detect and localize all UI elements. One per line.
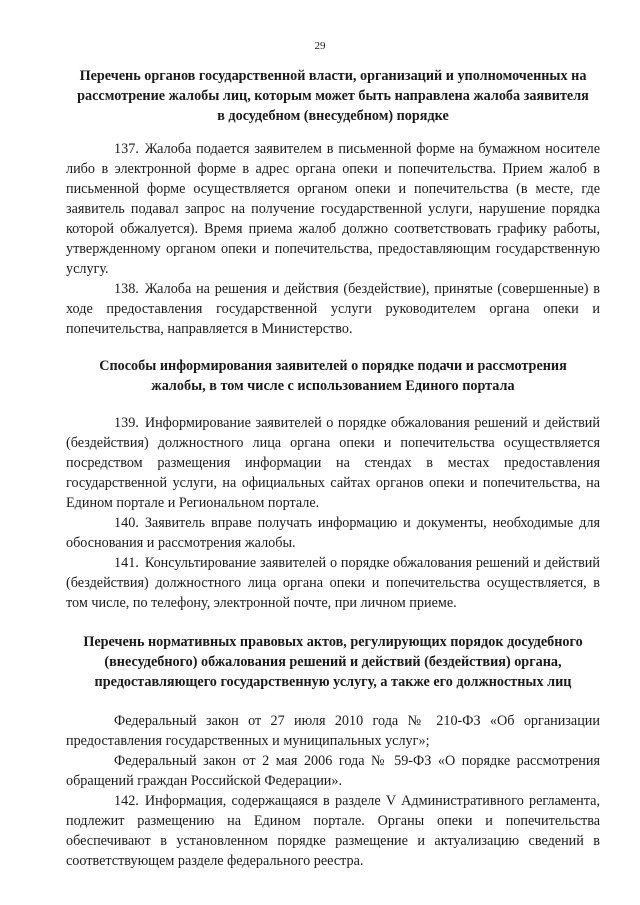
section-heading-complaint-bodies: Перечень органов государственной власти, организаций и уполномоченных на рассмотрение жалобы лиц, которым может быть направлена жалоба заявителя в досудебном (внесудебном) порядке bbox=[77, 68, 589, 124]
paragraph-text: Жалоба подается заявителем в письменной форме на бумажном носителе либо в электронной форме в адрес органа опеки и попечительства. Прием жалоб в письменной форме осуществляется органом опеки и попечительства (в месте, где заявитель подавал запрос на получение государственной услуги, нарушение порядка которой обжалуется). Время приема жалоб должно соответствовать графику работы, утвержденному органом опеки и попечительства, предоставляющим государственную услугу. bbox=[66, 141, 600, 277]
paragraph-140 bbox=[66, 513, 600, 553]
paragraph-139 bbox=[66, 413, 600, 513]
paragraph-number: 138. bbox=[114, 281, 139, 297]
page-content bbox=[66, 66, 600, 871]
paragraph-138 bbox=[66, 279, 600, 339]
paragraph-text: Информирование заявителей о порядке обжалования решений и действий (бездействия) должностного лица органа опеки и попечительства осуществляется посредством размещения информации на стендах в местах предоставления государственной услуги, на официальных сайтах органов опеки и попечительства, на Едином портале и Региональном портале. bbox=[66, 415, 600, 511]
paragraph-text: Информация, содержащаяся в разделе V Административного регламента, подлежит размещению на Едином портале. Органы опеки и попечительства обеспечивают в установленном порядке размещение и актуализацию сведений в соответствующем разделе федерального реестра. bbox=[66, 793, 600, 869]
paragraph-number: 140. bbox=[114, 515, 139, 531]
paragraph-number: 142. bbox=[114, 793, 139, 809]
paragraph-number: 137. bbox=[114, 141, 139, 157]
paragraph-142 bbox=[66, 791, 600, 871]
paragraph-137 bbox=[66, 139, 600, 279]
legal-act-210-fz: Федеральный закон от 27 июля 2010 года № 210-ФЗ «Об организации предоставления государственных и муниципальных услуг»; bbox=[66, 713, 600, 749]
section-heading-legal-acts: Перечень нормативных правовых актов, регулирующих порядок досудебного (внесудебного) обжалования решений и действий (бездействия) органа, предоставляющего государственную услугу, а также его должностных лиц bbox=[83, 634, 583, 690]
paragraph-141 bbox=[66, 553, 600, 613]
section-heading-informing-methods: Способы информирования заявителей о порядке подачи и рассмотрения жалобы, в том числе с использованием Единого портала bbox=[99, 358, 567, 394]
paragraph-text: Заявитель вправе получать информацию и документы, необходимые для обоснования и рассмотрения жалобы. bbox=[66, 515, 600, 551]
paragraph-text: Жалоба на решения и действия (бездействие), принятые (совершенные) в ходе предоставления государственной услуги руководителем органа опеки и попечительства, направляется в Министерство. bbox=[66, 281, 600, 337]
legal-act-59-fz: Федеральный закон от 2 мая 2006 года № 59-ФЗ «О порядке рассмотрения обращений граждан Российской Федерации». bbox=[66, 753, 600, 789]
page-number: 29 bbox=[314, 40, 326, 52]
paragraph-number: 139. bbox=[114, 415, 139, 431]
paragraph-text: Консультирование заявителей о порядке обжалования решений и действий (бездействия) должностного лица органа опеки и попечительства осуществляется, в том числе, по телефону, электронной почте, при личном приеме. bbox=[66, 555, 600, 611]
paragraph-number: 141. bbox=[114, 555, 139, 571]
